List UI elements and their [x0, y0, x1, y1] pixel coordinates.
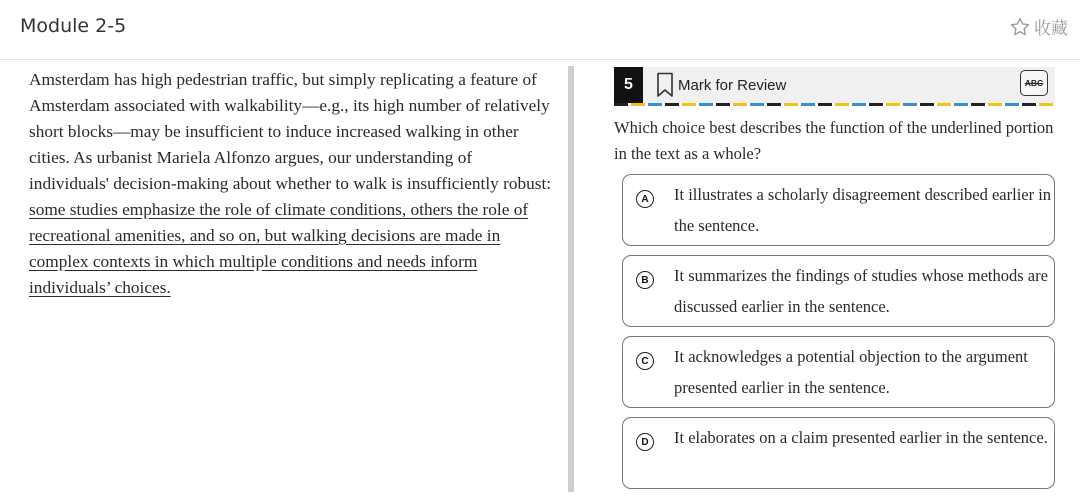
favorite-button[interactable]: [1009, 14, 1068, 39]
answer-choice-c[interactable]: [622, 336, 1055, 408]
passage-underlined-text: some studies emphasize the role of climate conditions, others the role of recreational amenities, and so on, but walking decisions are made in complex contexts in which multiple conditions and needs inform individuals’ choices.: [29, 200, 529, 297]
choice-text: It acknowledges a potential objection to the argument presented earlier in the sentence.: [674, 347, 1028, 397]
choice-letter: C: [636, 352, 654, 370]
mark-for-review-label: Mark for Review: [678, 76, 787, 94]
question-header: [614, 67, 1055, 103]
mark-for-review-button[interactable]: [656, 71, 786, 99]
answer-choice-b[interactable]: [622, 255, 1055, 327]
bookmark-icon: [656, 72, 674, 98]
header-dashed-line: [614, 103, 1055, 106]
question-pane: [582, 61, 1080, 499]
passage-plain-text: Amsterdam has high pedestrian traffic, but simply replicating a feature of Amsterdam associated with walkability—e.g., its high number of relatively short blocks—may be insufficient to induce increased walking in other cities. As urbanist Mariela Alfonzo argues, our understanding of individuals' decision-making about whether to walk is insufficiently robust:: [29, 70, 552, 193]
choice-text: It summarizes the findings of studies whose methods are discussed earlier in the sentence.: [674, 266, 1048, 316]
answer-choice-d[interactable]: [622, 417, 1055, 489]
passage-pane: [0, 61, 568, 499]
question-stem: Which choice best describes the function of the underlined portion in the text as a whole?: [614, 118, 1054, 163]
choice-text: It elaborates on a claim presented earlier in the sentence.: [674, 428, 1048, 447]
top-bar: [0, 0, 1080, 60]
favorite-label: 收藏: [1034, 19, 1068, 39]
answer-choice-a[interactable]: [622, 174, 1055, 246]
choice-letter: B: [636, 271, 654, 289]
abc-eliminator-button[interactable]: [1020, 70, 1048, 96]
module-title: Module 2-5: [20, 15, 127, 37]
abc-eliminator-label: ABC: [1024, 78, 1044, 88]
choice-letter: A: [636, 190, 654, 208]
choice-text: It illustrates a scholarly disagreement described earlier in the sentence.: [674, 185, 1052, 235]
star-icon: [1009, 16, 1031, 38]
question-number: 5: [614, 67, 643, 103]
choice-letter: D: [636, 433, 654, 451]
pane-divider[interactable]: [568, 66, 574, 492]
passage-text: [29, 67, 554, 301]
